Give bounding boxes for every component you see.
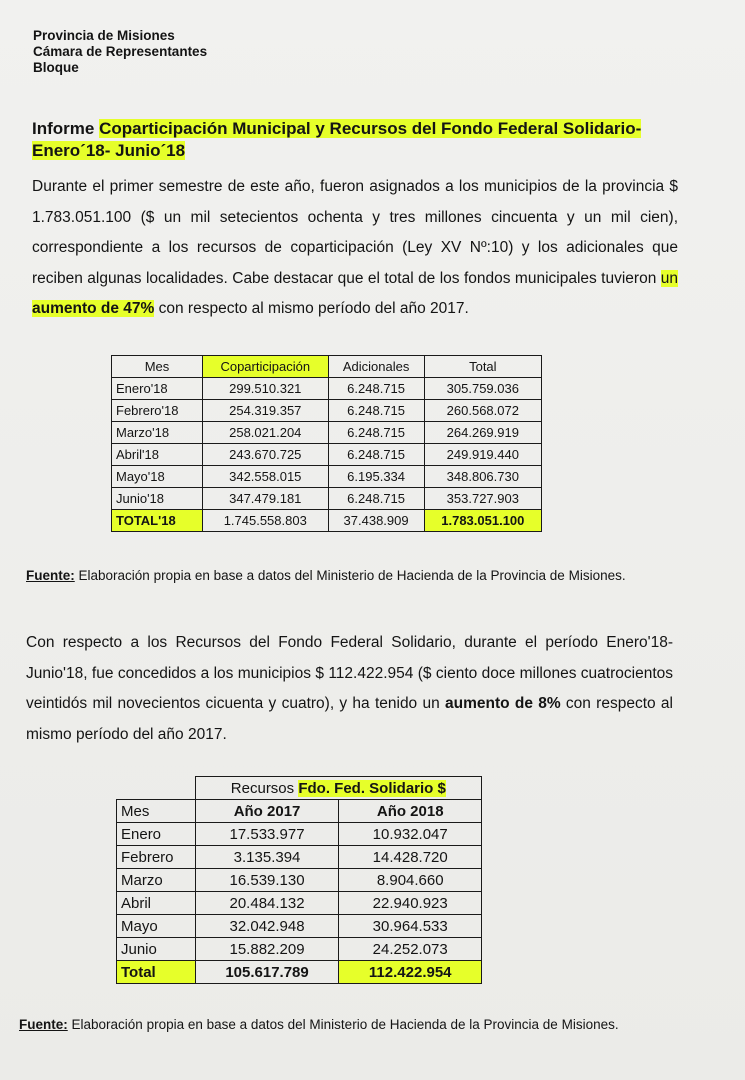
table-cell: 264.269.919	[424, 422, 541, 444]
table-cell: 24.252.073	[339, 938, 482, 961]
table-cell: Abril'18	[112, 444, 203, 466]
table-cell: 6.248.715	[328, 422, 424, 444]
p2-text: Con respecto a los Recursos del Fondo Federal Solidario, durante el período Enero'18-Junio'18, fue concedidos a los municipios $ 112.422.954 ($ ciento doce millones cuatrocientos veintidós mil novecientos cicuenta y cuatro), y ha tenido un	[26, 634, 673, 712]
table-cell: 249.919.440	[424, 444, 541, 466]
table-row	[112, 378, 542, 400]
table-cell: 6.248.715	[328, 378, 424, 400]
table-cell: 353.727.903	[424, 488, 541, 510]
table-cell: 6.195.334	[328, 466, 424, 488]
table-title-plain: Recursos	[230, 779, 295, 797]
p1-text-end: con respecto al mismo período del año 2017.	[158, 300, 469, 317]
col-header: Coparticipación	[202, 356, 328, 378]
table-row	[112, 488, 542, 510]
fondo-federal-table	[116, 776, 482, 984]
table-cell: Febrero	[117, 846, 196, 869]
table-cell: Enero	[117, 823, 196, 846]
table-cell: Marzo	[117, 869, 196, 892]
table-cell: 305.759.036	[424, 378, 541, 400]
paragraph-fondo-federal	[26, 628, 673, 750]
col-header: Total	[424, 356, 541, 378]
table-row	[112, 466, 542, 488]
table-row	[112, 444, 542, 466]
table-cell: 8.904.660	[339, 869, 482, 892]
table-row	[112, 422, 542, 444]
table-cell: Marzo'18	[112, 422, 203, 444]
p1-highlight-pre: un	[660, 269, 678, 287]
col-header: Año 2017	[195, 800, 339, 823]
table-cell: 22.940.923	[339, 892, 482, 915]
table-cell: 299.510.321	[202, 378, 328, 400]
table-row	[117, 823, 482, 846]
table-cell: 20.484.132	[195, 892, 339, 915]
source-note-2	[19, 1017, 679, 1033]
table-cell: 258.021.204	[202, 422, 328, 444]
table-cell: 260.568.072	[424, 400, 541, 422]
table-row	[117, 869, 482, 892]
table-cell: 254.319.357	[202, 400, 328, 422]
table-row	[117, 846, 482, 869]
table-cell: Mayo'18	[112, 466, 203, 488]
source-text: Elaboración propia en base a datos del Ministerio de Hacienda de la Provincia de Misiones.	[78, 568, 626, 583]
table-cell: 17.533.977	[195, 823, 339, 846]
table-row	[117, 938, 482, 961]
table-row	[117, 892, 482, 915]
letterhead-province: Provincia de Misiones	[33, 28, 175, 43]
paragraph-coparticipacion	[32, 172, 678, 325]
document-title	[32, 118, 692, 162]
source-text: Elaboración propia en base a datos del Ministerio de Hacienda de la Provincia de Misiones.	[71, 1017, 619, 1032]
table-header-row	[112, 356, 542, 378]
total-cell: 1.745.558.803	[202, 510, 328, 532]
total-label: TOTAL'18	[112, 510, 203, 532]
table-cell: 6.248.715	[328, 488, 424, 510]
table-header-row	[117, 800, 482, 823]
table-cell: Junio'18	[112, 488, 203, 510]
table-cell: 3.135.394	[195, 846, 339, 869]
table-cell: 347.479.181	[202, 488, 328, 510]
table-cell: 15.882.209	[195, 938, 339, 961]
table-cell: 6.248.715	[328, 444, 424, 466]
coparticipacion-table	[111, 355, 542, 532]
grand-total-cell: 1.783.051.100	[424, 510, 541, 532]
table-cell: 16.539.130	[195, 869, 339, 892]
table-cell: 10.932.047	[339, 823, 482, 846]
source-label: Fuente:	[19, 1017, 68, 1032]
table-title	[195, 777, 481, 800]
p1-text: Durante el primer semestre de este año, fueron asignados a los municipios de la provincia $ 1.783.051.100 ($ un mil setecientos ochenta y tres millones cincuenta y un mil cien), correspondiente a los recursos de coparticipación (Ley XV Nº:10) y los adicionales que reciben algunas localidades. Cabe destacar que el total de los fondos municipales tuvieron	[32, 178, 678, 287]
total-label: Total	[117, 961, 196, 984]
total-cell: 105.617.789	[195, 961, 339, 984]
total-cell: 37.438.909	[328, 510, 424, 532]
p2-bold: aumento de 8%	[444, 695, 561, 712]
letterhead-chamber: Cámara de Representantes	[33, 44, 208, 59]
letterhead	[33, 28, 207, 76]
table-cell: 32.042.948	[195, 915, 339, 938]
col-header: Año 2018	[339, 800, 482, 823]
table-cell: 14.428.720	[339, 846, 482, 869]
table-cell: Abril	[117, 892, 196, 915]
letterhead-bloque: Bloque	[33, 60, 79, 75]
table-title-row	[117, 777, 482, 800]
table-cell: 6.248.715	[328, 400, 424, 422]
p2-text-end: con respecto al mismo período del año 2017.	[26, 695, 673, 743]
grand-total-cell: 112.422.954	[339, 961, 482, 984]
table-cell: 30.964.533	[339, 915, 482, 938]
table-cell: Mayo	[117, 915, 196, 938]
table-cell: 348.806.730	[424, 466, 541, 488]
source-note-1	[26, 568, 686, 584]
p1-highlight-bold: aumento de 47%	[32, 300, 155, 317]
table-cell: 243.670.725	[202, 444, 328, 466]
col-header: Mes	[112, 356, 203, 378]
col-header: Mes	[117, 800, 196, 823]
source-label: Fuente:	[26, 568, 75, 583]
title-prefix: Informe	[32, 119, 95, 138]
table-cell: 342.558.015	[202, 466, 328, 488]
table-total-row	[112, 510, 542, 532]
table-cell: Enero'18	[112, 378, 203, 400]
title-highlighted: Coparticipación Municipal y Recursos del Fondo Federal Solidario- Enero´18- Junio´18	[32, 119, 642, 160]
table-title-highlight: Fdo. Fed. Solidario $	[298, 779, 446, 797]
table-cell: Febrero'18	[112, 400, 203, 422]
col-header: Adicionales	[328, 356, 424, 378]
table-row	[112, 400, 542, 422]
table-row	[117, 915, 482, 938]
table-cell: Junio	[117, 938, 196, 961]
table-total-row	[117, 961, 482, 984]
